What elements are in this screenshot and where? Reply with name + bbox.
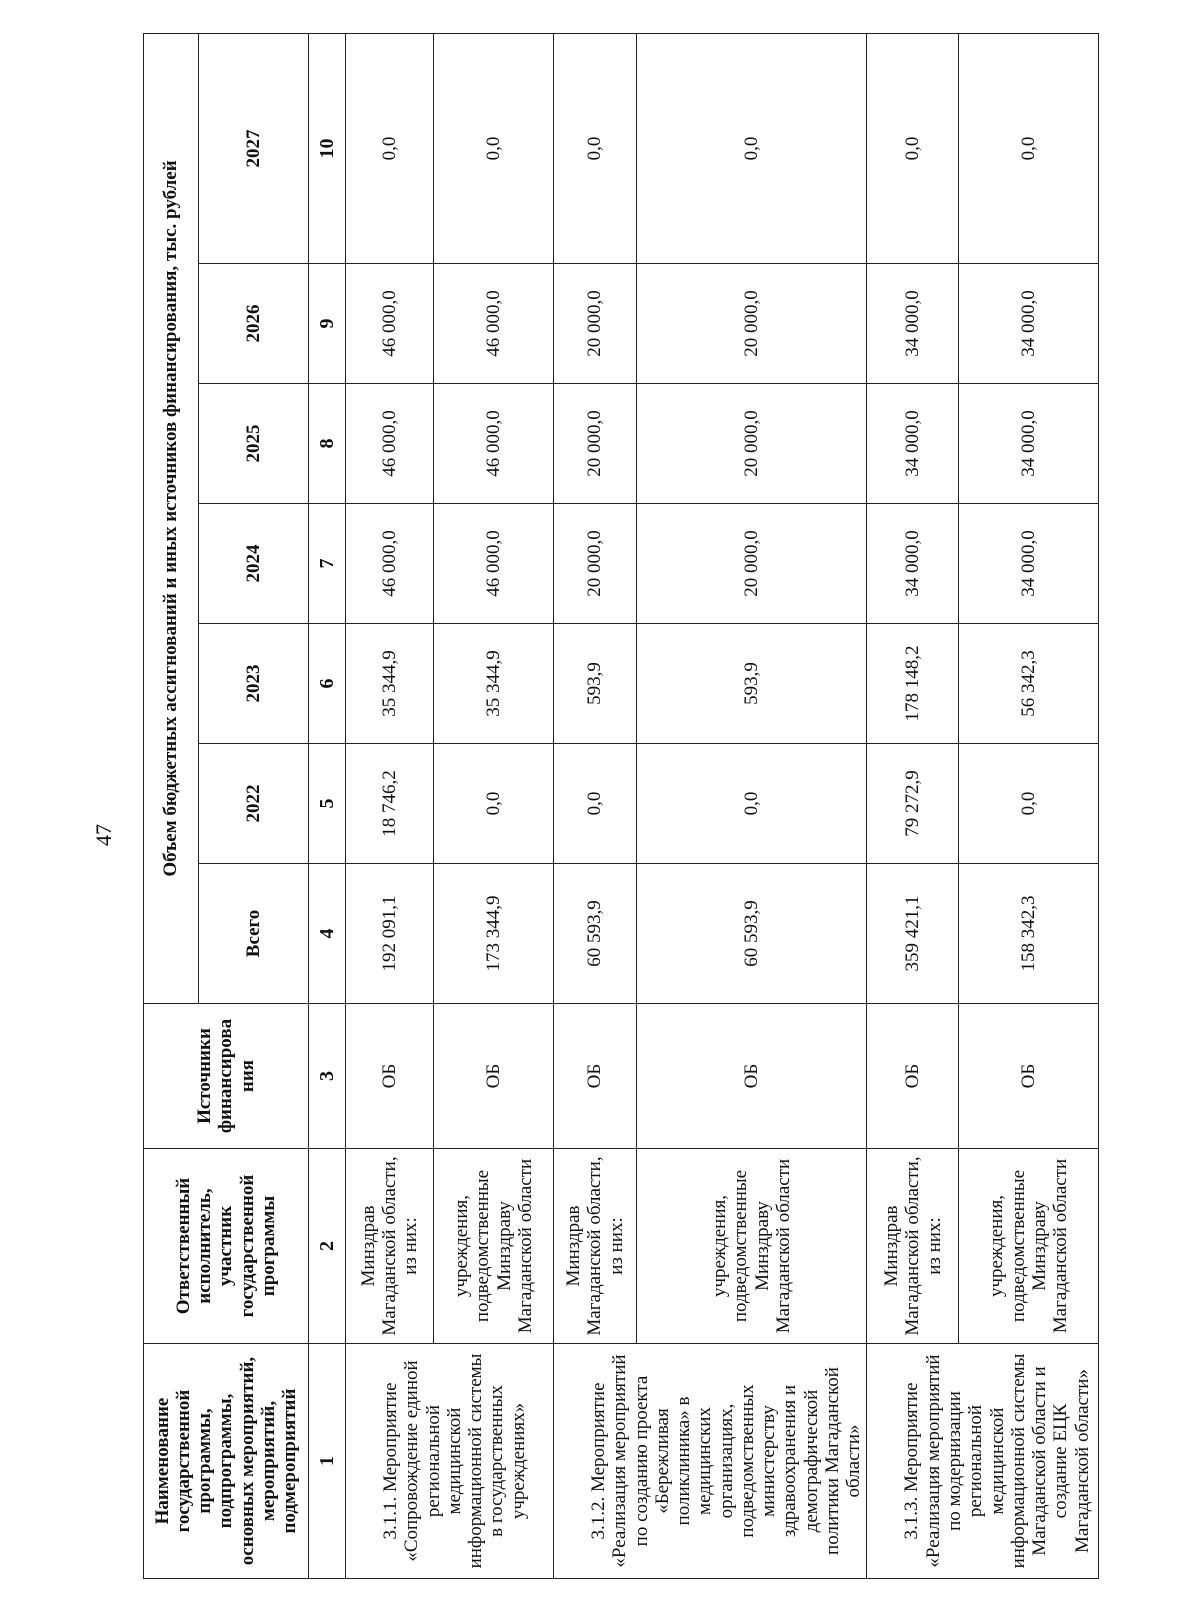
column-number: 1 — [309, 1344, 346, 1579]
source-cell: ОБ — [434, 1004, 554, 1149]
header-year-2024: 2024 — [199, 504, 309, 624]
value-cell: 20 000,0 — [636, 384, 867, 504]
header-year-2027: 2027 — [199, 33, 309, 263]
value-cell: 20 000,0 — [554, 504, 637, 624]
program-name-cell: 3.1.1. Мероприятие «Сопровождение единой региональной медицинской информационной системы в государственных учреждениях» — [346, 1344, 554, 1579]
value-cell: 178 148,2 — [867, 624, 959, 744]
value-cell: 0,0 — [434, 744, 554, 864]
value-cell: 0,0 — [636, 744, 867, 864]
source-cell: ОБ — [959, 1004, 1099, 1149]
executor-cell: учреждения, подведомственные Минздраву Магаданской области — [636, 1149, 867, 1344]
value-cell: 20 000,0 — [554, 384, 637, 504]
column-number: 4 — [309, 864, 346, 1004]
value-cell: 34 000,0 — [959, 264, 1099, 384]
value-cell: 34 000,0 — [867, 384, 959, 504]
header-total: Всего — [199, 864, 309, 1004]
table-row — [867, 33, 959, 1578]
funding-table — [143, 33, 1099, 1579]
header-executor: Ответственный исполнитель, участник государственной программы — [144, 1149, 309, 1344]
header-year-2025: 2025 — [199, 384, 309, 504]
value-cell: 192 091,1 — [346, 864, 434, 1004]
value-cell: 34 000,0 — [959, 384, 1099, 504]
rotated-table-container — [143, 34, 1093, 1579]
source-cell: ОБ — [554, 1004, 637, 1149]
header-year-2022: 2022 — [199, 744, 309, 864]
value-cell: 20 000,0 — [554, 264, 637, 384]
source-cell: ОБ — [346, 1004, 434, 1149]
value-cell: 0,0 — [959, 744, 1099, 864]
executor-cell: Минздрав Магаданской области, из них: — [867, 1149, 959, 1344]
header-source: Источники финансирова ния — [144, 1004, 309, 1149]
value-cell: 0,0 — [867, 33, 959, 263]
executor-cell: Минздрав Магаданской области, из них: — [346, 1149, 434, 1344]
value-cell: 46 000,0 — [434, 504, 554, 624]
value-cell: 593,9 — [636, 624, 867, 744]
source-cell: ОБ — [636, 1004, 867, 1149]
value-cell: 35 344,9 — [346, 624, 434, 744]
value-cell: 46 000,0 — [434, 384, 554, 504]
value-cell: 158 342,3 — [959, 864, 1099, 1004]
value-cell: 20 000,0 — [636, 504, 867, 624]
header-year-2023: 2023 — [199, 624, 309, 744]
column-number: 2 — [309, 1149, 346, 1344]
value-cell: 20 000,0 — [636, 264, 867, 384]
value-cell: 60 593,9 — [636, 864, 867, 1004]
value-cell: 0,0 — [434, 33, 554, 263]
value-cell: 0,0 — [346, 33, 434, 263]
value-cell: 34 000,0 — [867, 264, 959, 384]
column-number: 9 — [309, 264, 346, 384]
executor-cell: учреждения, подведомственные Минздраву Магаданской области — [959, 1149, 1099, 1344]
header-program-name: Наименование государственной программы, подпрограммы, основных мероприятий, мероприятий, подмероприятий — [144, 1344, 309, 1579]
header-year-2026: 2026 — [199, 264, 309, 384]
source-cell: ОБ — [867, 1004, 959, 1149]
value-cell: 593,9 — [554, 624, 637, 744]
executor-cell: Минздрав Магаданской области, из них: — [554, 1149, 637, 1344]
column-number: 8 — [309, 384, 346, 504]
column-number: 5 — [309, 744, 346, 864]
value-cell: 46 000,0 — [434, 264, 554, 384]
column-number: 7 — [309, 504, 346, 624]
value-cell: 46 000,0 — [346, 384, 434, 504]
column-number: 10 — [309, 33, 346, 263]
column-number: 6 — [309, 624, 346, 744]
value-cell: 46 000,0 — [346, 504, 434, 624]
value-cell: 18 746,2 — [346, 744, 434, 864]
program-name-cell: 3.1.3. Мероприятие «Реализация мероприятий по модернизации региональной медицинской информационной системы Магаданской области и создание ЕЦК Магаданской области» — [867, 1344, 1099, 1579]
header-funding-group: Объем бюджетных ассигнований и иных источников финансирования, тыс. рублей — [144, 33, 199, 1003]
column-number: 3 — [309, 1004, 346, 1149]
value-cell: 60 593,9 — [554, 864, 637, 1004]
page-number: 47 — [91, 824, 116, 846]
table-row — [554, 33, 637, 1578]
value-cell: 56 342,3 — [959, 624, 1099, 744]
value-cell: 0,0 — [636, 33, 867, 263]
value-cell: 173 344,9 — [434, 864, 554, 1004]
table-row — [346, 33, 434, 1578]
value-cell: 0,0 — [554, 33, 637, 263]
value-cell: 34 000,0 — [867, 504, 959, 624]
value-cell: 34 000,0 — [959, 504, 1099, 624]
value-cell: 0,0 — [554, 744, 637, 864]
executor-cell: учреждения, подведомственные Минздраву Магаданской области — [434, 1149, 554, 1344]
program-name-cell: 3.1.2. Мероприятие «Реализация мероприятий по созданию проекта «Бережливая поликлиника» в медицинских организациях, подведомственных министерству здравоохранения и демографической политики Магаданской области» — [554, 1344, 867, 1579]
value-cell: 35 344,9 — [434, 624, 554, 744]
value-cell: 0,0 — [959, 33, 1099, 263]
value-cell: 359 421,1 — [867, 864, 959, 1004]
value-cell: 46 000,0 — [346, 264, 434, 384]
value-cell: 79 272,9 — [867, 744, 959, 864]
